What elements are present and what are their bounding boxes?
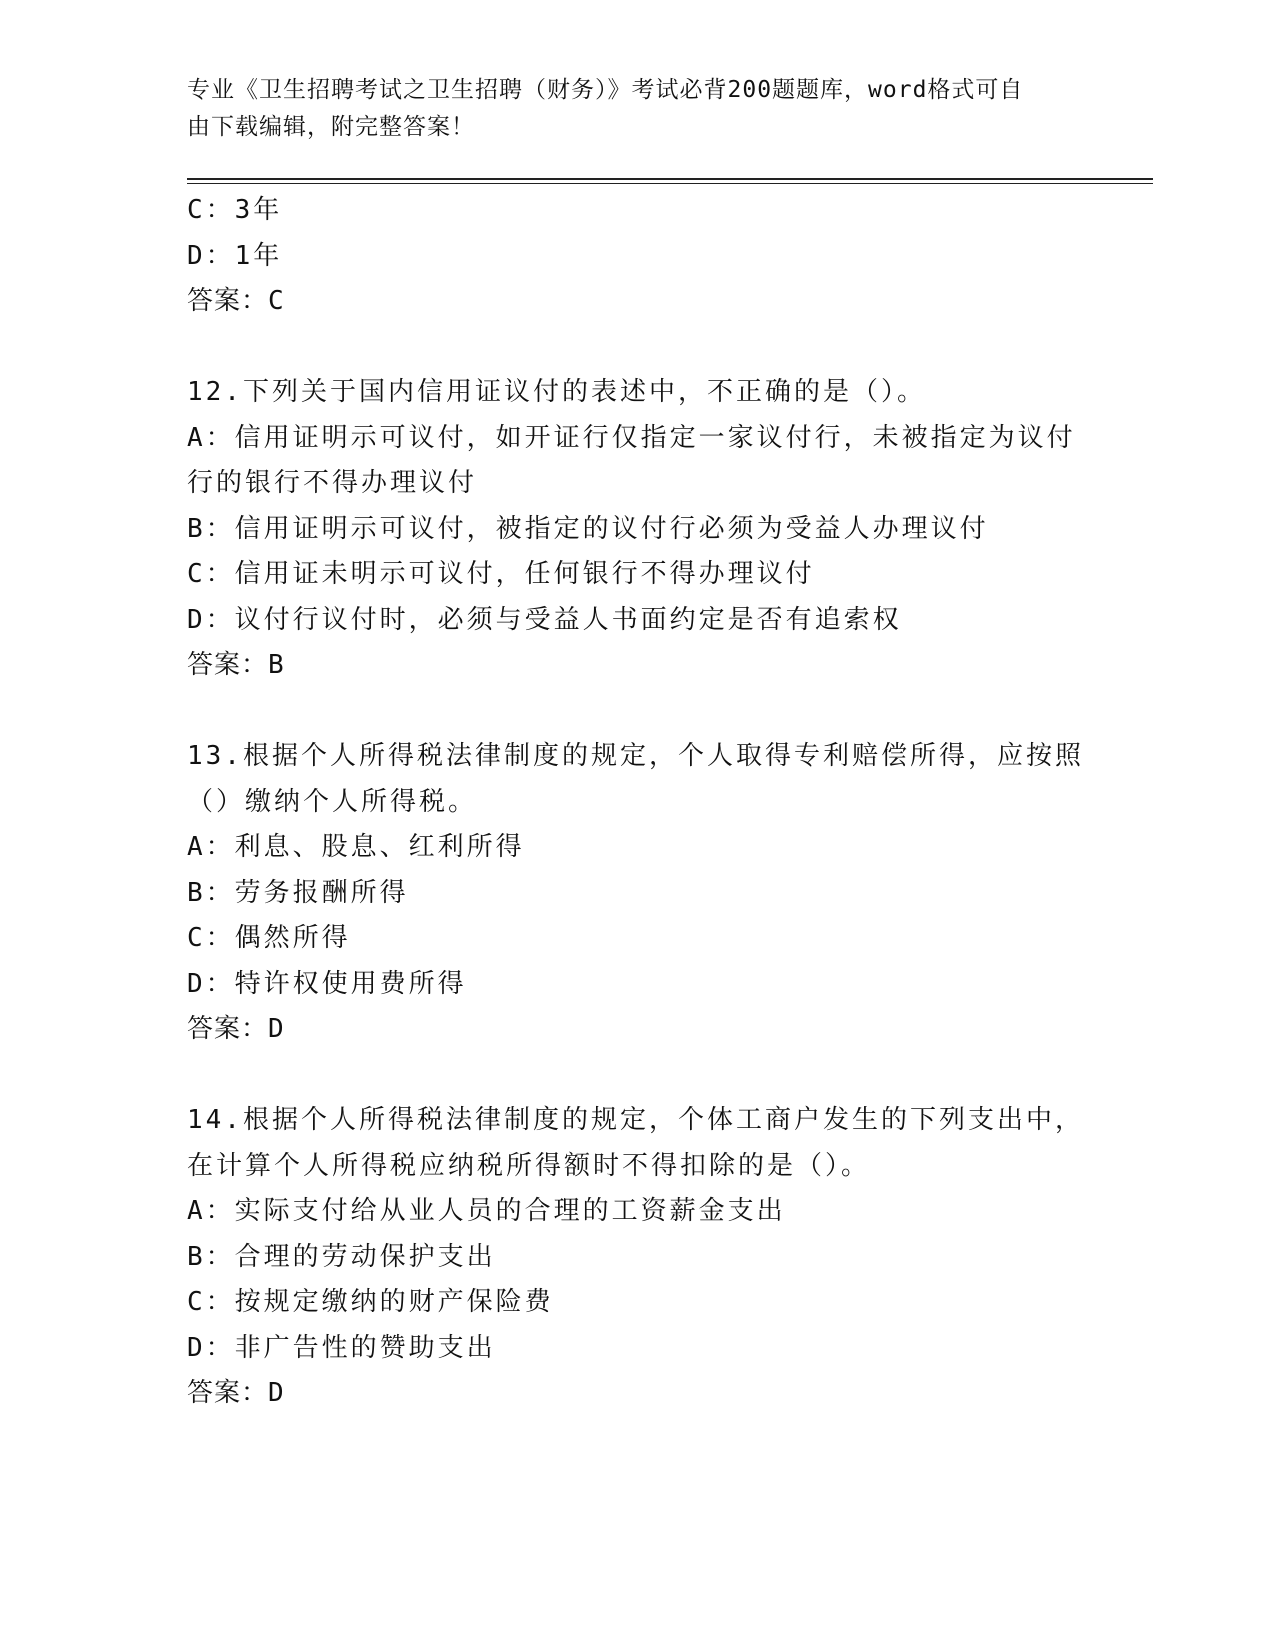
option-b: B：信用证明示可议付，被指定的议付行必须为受益人办理议付: [187, 513, 989, 544]
question-11-continued: [187, 188, 1087, 325]
question-text: 13.根据个人所得税法律制度的规定，个人取得专利赔偿所得，应按照: [187, 741, 1084, 771]
option-b: B：合理的劳动保护支出: [187, 1241, 496, 1272]
document-header: [187, 72, 1067, 146]
header-divider-thick: [187, 178, 1153, 180]
header-line-2: 由下载编辑，附完整答案！: [187, 114, 475, 140]
answer: 答案：D: [187, 1378, 285, 1408]
option-a: A：利息、股息、红利所得: [187, 832, 525, 862]
spacer: [187, 1053, 1087, 1099]
question-14: [187, 1098, 1087, 1417]
question-12: [187, 370, 1087, 689]
option-c: C：信用证未明示可议付，任何银行不得办理议付: [187, 559, 815, 589]
option-a: A：信用证明示可议付，如开证行仅指定一家议付行，未被指定为议付: [187, 422, 1076, 453]
option-a-continued: 行的银行不得办理议付: [187, 468, 478, 498]
option-a: A：实际支付给从业人员的合理的工资薪金支出: [187, 1196, 786, 1226]
spacer: [187, 689, 1087, 735]
question-text-continued: 在计算个人所得税应纳税所得额时不得扣除的是（）。: [187, 1150, 871, 1181]
answer: 答案：D: [187, 1014, 285, 1044]
spacer: [187, 325, 1087, 371]
option-d: D：议付行议付时，必须与受益人书面约定是否有追索权: [187, 604, 902, 635]
header-divider-thin: [187, 183, 1153, 184]
question-13: [187, 734, 1087, 1053]
option-c: C：偶然所得: [187, 923, 351, 953]
question-text-continued: （）缴纳个人所得税。: [187, 786, 478, 817]
header-line-1: 专业《卫生招聘考试之卫生招聘（财务）》考试必背200题题库，word格式可自: [187, 77, 1024, 103]
question-text: 14.根据个人所得税法律制度的规定，个体工商户发生的下列支出中，: [187, 1105, 1084, 1135]
question-text: 12.下列关于国内信用证议付的表述中，不正确的是（）。: [187, 377, 926, 407]
option-d: D：特许权使用费所得: [187, 968, 467, 999]
answer: 答案：B: [187, 650, 285, 680]
answer: 答案：C: [187, 286, 285, 316]
question-list: [187, 188, 1087, 1417]
option-c: C：按规定缴纳的财产保险费: [187, 1287, 554, 1317]
option-b: B：劳务报酬所得: [187, 877, 409, 908]
option-c: C：3年: [187, 195, 283, 225]
option-d: D：1年: [187, 240, 283, 271]
option-d: D：非广告性的赞助支出: [187, 1332, 496, 1363]
